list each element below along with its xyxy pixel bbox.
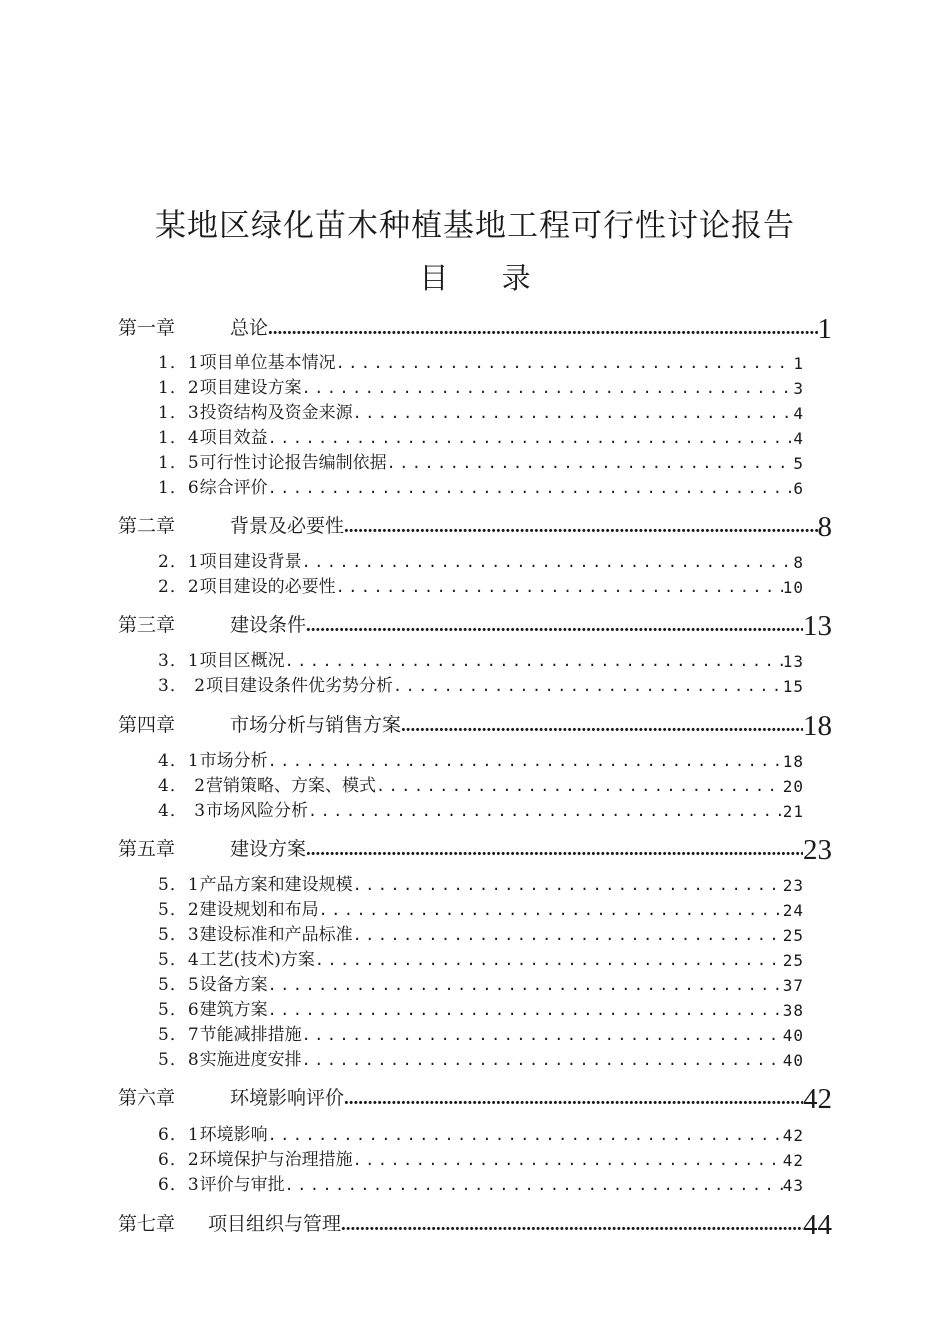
chapter-title: 建设方案: [230, 838, 307, 860]
dot-leader: [268, 1126, 783, 1145]
chapter-number: 第二章: [118, 515, 176, 537]
section-number: 6．3: [158, 1175, 200, 1195]
dot-leader: [353, 1151, 783, 1170]
section-title: 实施进度安排: [199, 1050, 302, 1070]
section-page-number: 42: [782, 1151, 804, 1170]
dot-leader: [353, 876, 783, 895]
chapter-title: 项目组织与管理: [208, 1213, 342, 1235]
toc-section-5-3[interactable]: [158, 920, 804, 945]
chapter-number: 第一章: [118, 317, 176, 339]
dot-leader: [353, 404, 794, 423]
dot-leader: [376, 777, 783, 796]
section-page-number: 15: [782, 677, 804, 696]
section-title: 市场分析: [199, 751, 268, 771]
toc-chapter-3[interactable]: [118, 605, 832, 641]
section-number: 5．4: [158, 950, 200, 970]
toc-section-1-5[interactable]: [158, 448, 804, 473]
section-number: 1．2: [158, 378, 200, 398]
toc-section-6-2[interactable]: [158, 1145, 804, 1170]
section-title: 投资结构及资金来源: [199, 403, 353, 423]
section-page-number: 5: [793, 454, 804, 473]
section-page-number: 40: [782, 1051, 804, 1070]
chapter-page-number: 13: [803, 610, 832, 642]
section-page-number: 3: [793, 379, 804, 398]
section-number: 2．2: [158, 577, 200, 597]
section-title: 项目建设背景: [199, 552, 302, 572]
toc-section-2-1[interactable]: [158, 547, 804, 572]
chapter-title: 市场分析与销售方案: [230, 714, 402, 736]
chapter-title: 环境影响评价: [230, 1087, 345, 1109]
section-number: 1．5: [158, 453, 200, 473]
section-title: 评价与审批: [199, 1175, 285, 1195]
section-number: 5．2: [158, 900, 200, 920]
toc-section-2-2[interactable]: [158, 572, 804, 597]
dot-leader: [268, 429, 794, 448]
dot-leader: [302, 379, 794, 398]
section-number: 1．1: [158, 353, 200, 373]
chapter-page-number: 42: [803, 1083, 832, 1115]
section-title: 建设规划和布局: [199, 900, 319, 920]
toc-chapter-6[interactable]: [118, 1078, 832, 1114]
toc-chapter-5[interactable]: [118, 829, 832, 865]
dot-leader: [285, 1176, 783, 1195]
section-number: 5．5: [158, 975, 200, 995]
section-number: 1．4: [158, 428, 200, 448]
dot-leader: [336, 578, 783, 597]
chapter-number: 第六章: [118, 1087, 176, 1109]
toc-section-1-3[interactable]: [158, 398, 804, 423]
dot-leader: [285, 652, 783, 671]
section-title: 项目建设条件优劣势分析: [206, 676, 394, 696]
section-page-number: 37: [782, 976, 804, 995]
dot-leader: [268, 318, 817, 344]
chapter-page-number: 1: [817, 313, 832, 345]
toc-section-5-6[interactable]: [158, 995, 804, 1020]
section-page-number: 4: [793, 404, 804, 423]
section-title: 产品方案和建设规模: [199, 875, 353, 895]
section-page-number: 4: [793, 429, 804, 448]
dot-leader: [341, 1214, 803, 1240]
dot-leader: [315, 951, 783, 970]
section-number: 5．3: [158, 925, 200, 945]
section-title: 可行性讨论报告编制依据: [199, 453, 387, 473]
toc-section-1-4[interactable]: [158, 423, 804, 448]
section-page-number: 42: [782, 1126, 804, 1145]
dot-leader: [401, 715, 803, 741]
section-title: 项目单位基本情况: [199, 353, 336, 373]
section-number: 4． 3: [158, 801, 207, 821]
section-page-number: 6: [793, 479, 804, 498]
toc-section-5-7[interactable]: [158, 1020, 804, 1045]
section-title: 综合评价: [199, 478, 268, 498]
toc-section-5-2[interactable]: [158, 895, 804, 920]
toc-section-5-4[interactable]: [158, 945, 804, 970]
chapter-title: 背景及必要性: [230, 515, 345, 537]
dot-leader: [268, 1001, 783, 1020]
dot-leader: [336, 354, 794, 373]
section-number: 5．6: [158, 1000, 200, 1020]
toc-section-6-1[interactable]: [158, 1120, 804, 1145]
toc-section-1-2[interactable]: [158, 373, 804, 398]
toc-section-5-1[interactable]: [158, 870, 804, 895]
section-title: 设备方案: [199, 975, 268, 995]
section-number: 3．1: [158, 651, 200, 671]
dot-leader: [268, 479, 794, 498]
section-page-number: 1: [793, 354, 804, 373]
dot-leader: [387, 454, 794, 473]
section-page-number: 43: [782, 1176, 804, 1195]
dot-leader: [344, 1088, 803, 1114]
dot-leader: [302, 1026, 783, 1045]
dot-leader: [393, 677, 783, 696]
section-page-number: 24: [782, 901, 804, 920]
dot-leader: [306, 839, 803, 865]
section-page-number: 40: [782, 1026, 804, 1045]
dot-leader: [302, 553, 794, 572]
section-number: 4． 2: [158, 776, 207, 796]
section-number: 5．8: [158, 1050, 200, 1070]
chapter-page-number: 8: [817, 511, 832, 543]
toc-chapter-7[interactable]: [118, 1204, 832, 1240]
section-number: 1．3: [158, 403, 200, 423]
section-page-number: 10: [782, 578, 804, 597]
section-title: 市场风险分析: [206, 801, 309, 821]
section-page-number: 23: [782, 876, 804, 895]
chapter-number: 第五章: [118, 838, 176, 860]
toc-chapter-2[interactable]: [118, 506, 832, 542]
dot-leader: [306, 615, 803, 641]
toc-section-4-1[interactable]: [158, 746, 804, 771]
section-title: 环境保护与治理措施: [199, 1150, 353, 1170]
chapter-title: 总论: [230, 317, 269, 339]
chapter-title: 建设条件: [230, 614, 307, 636]
dot-leader: [302, 1051, 783, 1070]
document-title: 某地区绿化苗木种植基地工程可行性讨论报告: [155, 208, 795, 244]
section-number: 5．7: [158, 1025, 200, 1045]
section-page-number: 21: [782, 802, 804, 821]
section-title: 项目建设方案: [199, 378, 302, 398]
section-number: 6．2: [158, 1150, 200, 1170]
toc-section-5-5[interactable]: [158, 970, 804, 995]
dot-leader: [268, 976, 783, 995]
section-title: 项目建设的必要性: [199, 577, 336, 597]
chapter-page-number: 18: [803, 710, 832, 742]
section-page-number: 20: [782, 777, 804, 796]
section-page-number: 13: [782, 652, 804, 671]
section-title: 建设标准和产品标准: [199, 925, 353, 945]
dot-leader: [344, 516, 817, 542]
toc-section-1-1[interactable]: [158, 348, 804, 373]
toc-chapter-4[interactable]: [118, 705, 832, 741]
toc-chapter-1[interactable]: [118, 308, 832, 344]
section-number: 1．6: [158, 478, 200, 498]
section-number: 6．1: [158, 1125, 200, 1145]
toc-section-3-1[interactable]: [158, 646, 804, 671]
section-number: 5．1: [158, 875, 200, 895]
section-number: 4．1: [158, 751, 200, 771]
section-title: 节能减排措施: [199, 1025, 302, 1045]
section-title: 项目效益: [199, 428, 268, 448]
section-title: 项目区概况: [199, 651, 285, 671]
section-number: 3． 2: [158, 676, 207, 696]
chapter-page-number: 23: [803, 834, 832, 866]
section-title: 建筑方案: [199, 1000, 268, 1020]
section-title: 营销策略、方案、模式: [206, 776, 377, 796]
chapter-page-number: 44: [803, 1209, 832, 1241]
dot-leader: [308, 802, 783, 821]
dot-leader: [319, 901, 783, 920]
toc-section-6-3[interactable]: [158, 1170, 804, 1195]
section-page-number: 25: [782, 926, 804, 945]
toc-heading: 目 录: [419, 261, 553, 295]
chapter-number: 第七章: [118, 1213, 176, 1235]
section-page-number: 25: [782, 951, 804, 970]
chapter-number: 第三章: [118, 614, 176, 636]
section-title: 工艺(技术)方案: [199, 950, 315, 970]
dot-leader: [268, 752, 783, 771]
toc-section-1-6[interactable]: [158, 473, 804, 498]
toc-section-5-8[interactable]: [158, 1045, 804, 1070]
dot-leader: [353, 926, 783, 945]
section-page-number: 8: [793, 553, 804, 572]
section-page-number: 38: [782, 1001, 804, 1020]
chapter-number: 第四章: [118, 714, 176, 736]
section-number: 2．1: [158, 552, 200, 572]
toc-section-4-2[interactable]: [158, 771, 804, 796]
section-title: 环境影响: [199, 1125, 268, 1145]
toc-section-4-3[interactable]: [158, 796, 804, 821]
section-page-number: 18: [782, 752, 804, 771]
toc-section-3-2[interactable]: [158, 671, 804, 696]
